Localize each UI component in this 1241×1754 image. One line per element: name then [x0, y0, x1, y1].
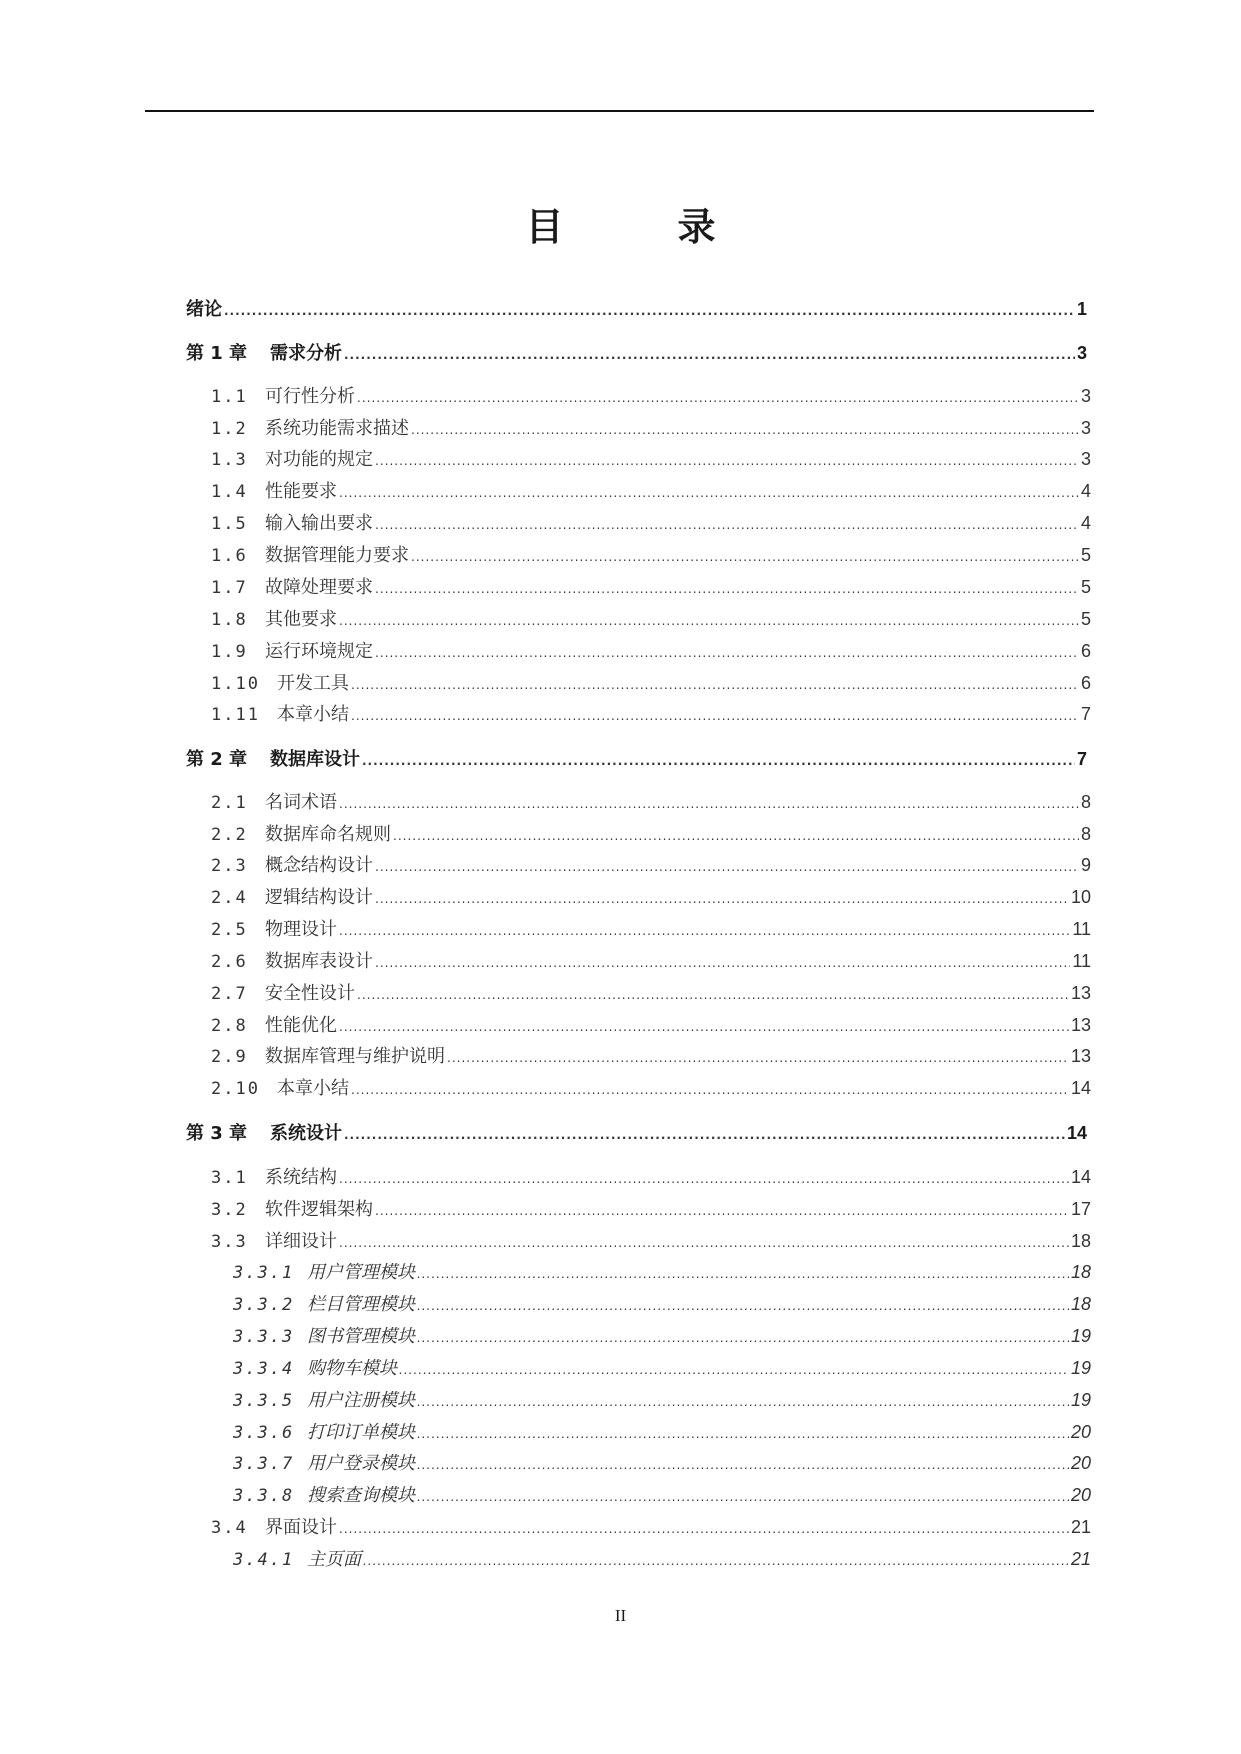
- toc-entry[interactable]: [190, 789, 1091, 815]
- dot-leader: [339, 480, 1079, 506]
- toc-entry-page: 14: [1066, 1123, 1087, 1143]
- toc-entry-title: 界面设计: [265, 1517, 337, 1538]
- toc-entry[interactable]: [190, 1387, 1091, 1413]
- toc-entry[interactable]: [190, 542, 1091, 568]
- toc-entry-page: 18: [1070, 1262, 1091, 1282]
- toc-entry-page: 10: [1070, 887, 1091, 907]
- toc-entry-page: 3: [1080, 418, 1091, 438]
- dot-leader: [417, 1261, 1069, 1287]
- dot-leader: [375, 576, 1079, 602]
- toc-entry-title: 逻辑结构设计: [265, 887, 373, 908]
- toc-entry[interactable]: [190, 1355, 1091, 1381]
- toc-entry-title: 系统设计: [270, 1123, 342, 1144]
- toc-entry-page: 20: [1070, 1453, 1091, 1473]
- toc-entry[interactable]: [190, 510, 1091, 536]
- toc-entry[interactable]: [190, 821, 1091, 847]
- toc-entry-number: 1.4: [211, 482, 248, 502]
- dot-leader: [417, 1484, 1069, 1510]
- toc-entry-number: 3.3.2: [233, 1295, 295, 1315]
- dot-leader: [357, 385, 1079, 411]
- toc-entry-number: 2.5: [211, 920, 248, 940]
- toc-entry-title: 数据管理能力要求: [265, 545, 409, 566]
- toc-entry-page: 4: [1080, 481, 1091, 501]
- toc-entry-title: 数据库管理与维护说明: [265, 1046, 445, 1067]
- toc-entry[interactable]: [186, 746, 1087, 772]
- toc-entry-page: 13: [1070, 983, 1091, 1003]
- dot-leader: [411, 544, 1079, 570]
- toc-entry[interactable]: [186, 296, 1087, 322]
- toc-entry-title: 打印订单模块: [307, 1422, 415, 1443]
- toc-entry-title: 购物车模块: [307, 1358, 397, 1379]
- toc-entry-number: 3.3.3: [233, 1327, 295, 1347]
- toc-entry[interactable]: [190, 1450, 1091, 1476]
- toc-entry[interactable]: [190, 606, 1091, 632]
- toc-entry[interactable]: [190, 852, 1091, 878]
- toc-entry-page: 19: [1070, 1358, 1091, 1378]
- dot-leader: [339, 1014, 1069, 1040]
- toc-entry-page: 13: [1070, 1046, 1091, 1066]
- toc-entry[interactable]: [190, 1546, 1091, 1572]
- toc-entry-title: 对功能的规定: [265, 449, 373, 470]
- toc-entry-title: 数据库表设计: [265, 951, 373, 972]
- toc-entry[interactable]: [186, 340, 1087, 366]
- toc-entry-page: 19: [1070, 1390, 1091, 1410]
- toc-entry-title: 名词术语: [265, 792, 337, 813]
- toc-entry-page: 3: [1080, 386, 1091, 406]
- toc-entry-number: 2.2: [211, 825, 248, 845]
- toc-entry-title: 性能优化: [265, 1015, 337, 1036]
- toc-entry-number: 3.3.8: [233, 1486, 295, 1506]
- dot-leader: [411, 417, 1079, 443]
- toc-entry-page: 8: [1080, 792, 1091, 812]
- toc-entry-number: 1.10: [211, 674, 260, 694]
- dot-leader: [224, 298, 1075, 324]
- toc-entry-page: 7: [1080, 704, 1091, 724]
- toc-entry-number: 3.3.7: [233, 1454, 295, 1474]
- toc-entry-page: 17: [1070, 1199, 1091, 1219]
- toc-entry-title: 本章小结: [277, 704, 349, 725]
- toc-entry[interactable]: [190, 638, 1091, 664]
- toc-entry-number: 3.3.1: [233, 1263, 295, 1283]
- toc-entry[interactable]: [190, 1043, 1091, 1069]
- toc-entry-number: 第 3 章: [186, 1123, 248, 1144]
- dot-leader: [375, 1198, 1069, 1224]
- toc-entry[interactable]: [190, 1075, 1091, 1101]
- toc-entry-page: 18: [1070, 1231, 1091, 1251]
- toc-entry-number: 1.6: [211, 546, 248, 566]
- toc-entry-title: 系统结构: [265, 1167, 337, 1188]
- toc-entry-number: 1.8: [211, 610, 248, 630]
- toc-entry-number: 第 2 章: [186, 749, 248, 770]
- toc-entry-number: 2.4: [211, 888, 248, 908]
- toc-entry-page: 5: [1080, 577, 1091, 597]
- toc-entry-title: 需求分析: [270, 343, 342, 364]
- toc-entry-page: 8: [1080, 824, 1091, 844]
- dot-leader: [351, 703, 1079, 729]
- toc-entry-title: 开发工具: [277, 673, 349, 694]
- toc-entry-title: 故障处理要求: [265, 577, 373, 598]
- dot-leader: [375, 854, 1079, 880]
- toc-entry[interactable]: [190, 916, 1091, 942]
- toc-entry-number: 1.2: [211, 419, 248, 439]
- toc-entry-title: 搜索查询模块: [307, 1485, 415, 1506]
- dot-leader: [375, 950, 1070, 976]
- dot-leader: [339, 1230, 1069, 1256]
- toc-entry-title: 用户注册模块: [307, 1390, 415, 1411]
- toc-entry-number: 1.5: [211, 514, 248, 534]
- toc-entry-number: 3.3.5: [233, 1391, 295, 1411]
- dot-leader: [417, 1389, 1069, 1415]
- dot-leader: [351, 672, 1079, 698]
- dot-leader: [339, 791, 1079, 817]
- dot-leader: [417, 1293, 1069, 1319]
- toc-entry-title: 数据库设计: [270, 749, 360, 770]
- toc-entry-page: 9: [1080, 855, 1091, 875]
- toc-entry-page: 21: [1070, 1549, 1091, 1569]
- toc-entry[interactable]: [190, 1259, 1091, 1285]
- toc-entry-page: 3: [1080, 449, 1091, 469]
- toc-entry[interactable]: [190, 1164, 1091, 1190]
- dot-leader: [362, 748, 1075, 774]
- dot-leader: [447, 1045, 1069, 1071]
- toc-entry-number: 1.9: [211, 642, 248, 662]
- toc-entry-number: 2.7: [211, 984, 248, 1004]
- dot-leader: [351, 1077, 1069, 1103]
- toc-entry-page: 6: [1080, 641, 1091, 661]
- toc-entry-title: 图书管理模块: [307, 1326, 415, 1347]
- toc-entry-title: 绪论: [186, 299, 222, 320]
- toc-entry[interactable]: [190, 670, 1091, 696]
- toc-entry-number: 2.10: [211, 1079, 260, 1099]
- toc-entry[interactable]: [190, 415, 1091, 441]
- page-number: II: [614, 1606, 627, 1625]
- toc-entry-number: 3.4: [211, 1518, 248, 1538]
- dot-leader: [399, 1357, 1069, 1383]
- toc-entry-page: 14: [1070, 1167, 1091, 1187]
- toc-entry-page: 20: [1070, 1422, 1091, 1442]
- toc-entry-number: 3.2: [211, 1200, 248, 1220]
- toc-entry[interactable]: [190, 1228, 1091, 1254]
- toc-entry[interactable]: [190, 446, 1091, 472]
- toc-entry-page: 7: [1076, 749, 1087, 769]
- toc-entry-title: 用户登录模块: [307, 1453, 415, 1474]
- dot-leader: [363, 1548, 1069, 1574]
- dot-leader: [344, 342, 1075, 368]
- toc-entry-page: 3: [1076, 343, 1087, 363]
- toc-entry-title: 详细设计: [265, 1231, 337, 1252]
- toc-entry-title: 系统功能需求描述: [265, 418, 409, 439]
- toc-entry-title: 其他要求: [265, 609, 337, 630]
- toc-entry-title: 软件逻辑架构: [265, 1199, 373, 1220]
- toc-entry-page: 21: [1070, 1517, 1091, 1537]
- toc-entry-title: 输入输出要求: [265, 513, 373, 534]
- toc-entry-title: 安全性设计: [265, 983, 355, 1004]
- toc-entry-number: 3.3.4: [233, 1359, 295, 1379]
- toc-entry-page: 6: [1080, 673, 1091, 693]
- toc-entry-number: 2.8: [211, 1016, 248, 1036]
- toc-entry-number: 2.1: [211, 793, 248, 813]
- page-title: 目 录: [525, 205, 754, 249]
- toc-entry-number: 1.7: [211, 578, 248, 598]
- toc-entry[interactable]: [190, 1514, 1091, 1540]
- toc-entry-page: 11: [1072, 919, 1091, 939]
- toc-entry-number: 3.3.6: [233, 1423, 295, 1443]
- toc-entry-title: 可行性分析: [265, 386, 355, 407]
- toc-entry-page: 19: [1070, 1326, 1091, 1346]
- toc-entry[interactable]: [190, 980, 1091, 1006]
- toc-entry-number: 1.11: [211, 705, 260, 725]
- toc-entry-title: 用户管理模块: [307, 1262, 415, 1283]
- toc-entry-number: 2.3: [211, 856, 248, 876]
- dot-leader: [339, 1516, 1069, 1542]
- toc-entry-title: 运行环境规定: [265, 641, 373, 662]
- toc-entry[interactable]: [190, 1323, 1091, 1349]
- toc-entry-page: 20: [1070, 1485, 1091, 1505]
- toc-entry-number: 第 1 章: [186, 343, 248, 364]
- toc-entry-number: 1.1: [211, 387, 248, 407]
- dot-leader: [375, 886, 1069, 912]
- toc-entry[interactable]: [190, 574, 1091, 600]
- toc-entry[interactable]: [190, 1196, 1091, 1222]
- toc-entry[interactable]: [190, 948, 1091, 974]
- toc-entry-title: 物理设计: [265, 919, 337, 940]
- toc-entry-title: 数据库命名规则: [265, 824, 391, 845]
- toc-entry-title: 概念结构设计: [265, 855, 373, 876]
- toc-entry-title: 本章小结: [277, 1078, 349, 1099]
- toc-entry[interactable]: [190, 383, 1091, 409]
- dot-leader: [339, 608, 1079, 634]
- dot-leader: [339, 918, 1070, 944]
- dot-leader: [375, 640, 1079, 666]
- toc-entry[interactable]: [190, 884, 1091, 910]
- toc-entry-page: 11: [1072, 951, 1091, 971]
- dot-leader: [417, 1452, 1069, 1478]
- toc-entry-number: 2.6: [211, 952, 248, 972]
- toc-entry[interactable]: [190, 1291, 1091, 1317]
- toc-entry-title: 栏目管理模块: [307, 1294, 415, 1315]
- toc-entry-title: 性能要求: [265, 481, 337, 502]
- dot-leader: [344, 1122, 1065, 1148]
- toc-entry-page: 5: [1080, 545, 1091, 565]
- toc-entry-page: 5: [1080, 609, 1091, 629]
- dot-leader: [375, 512, 1079, 538]
- dot-leader: [417, 1325, 1069, 1351]
- dot-leader: [375, 448, 1079, 474]
- toc-entry-number: 2.9: [211, 1047, 248, 1067]
- toc-entry-number: 1.3: [211, 450, 248, 470]
- toc-entry[interactable]: [186, 1120, 1087, 1146]
- header-rule: [145, 110, 1094, 112]
- dot-leader: [339, 1166, 1069, 1192]
- toc-entry[interactable]: [190, 478, 1091, 504]
- toc-entry-page: 4: [1080, 513, 1091, 533]
- toc-entry-title: 主页面: [307, 1549, 361, 1570]
- toc-entry-page: 13: [1070, 1015, 1091, 1035]
- toc-entry[interactable]: [190, 701, 1091, 727]
- toc-entry-number: 3.4.1: [233, 1550, 295, 1570]
- toc-entry[interactable]: [190, 1419, 1091, 1445]
- toc-entry-number: 3.3: [211, 1232, 248, 1252]
- dot-leader: [357, 982, 1069, 1008]
- toc-entry[interactable]: [190, 1482, 1091, 1508]
- dot-leader: [417, 1421, 1069, 1447]
- toc-entry-page: 14: [1070, 1078, 1091, 1098]
- toc-entry[interactable]: [190, 1012, 1091, 1038]
- toc-entry-page: 18: [1070, 1294, 1091, 1314]
- toc-entry-number: 3.1: [211, 1168, 248, 1188]
- dot-leader: [393, 823, 1079, 849]
- toc-entry-page: 1: [1076, 299, 1087, 319]
